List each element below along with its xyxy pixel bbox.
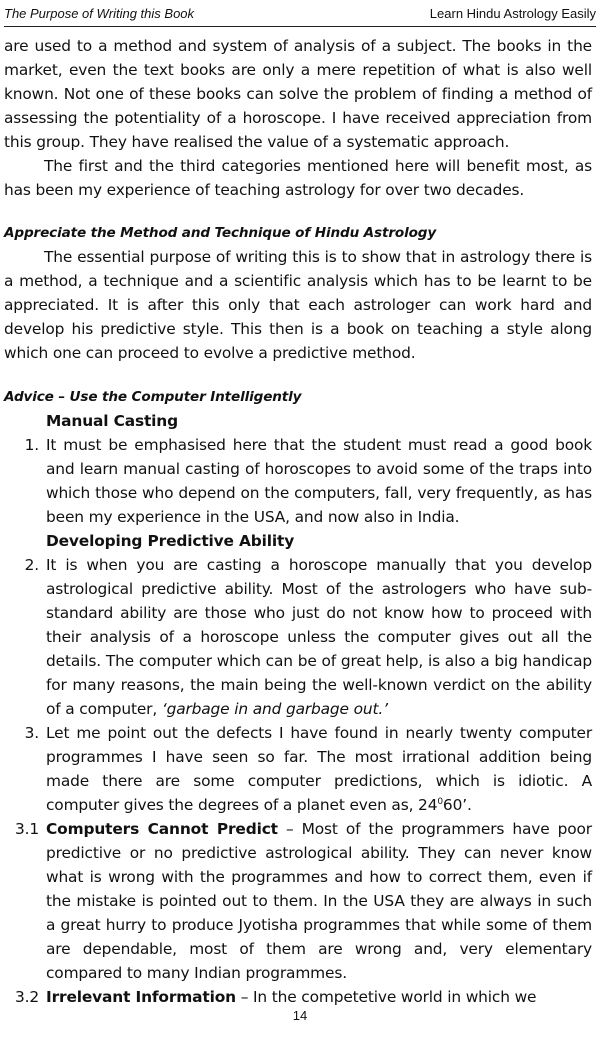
item-number: 1. (24, 436, 39, 454)
subhead-predictive-ability: Developing Predictive Ability (46, 532, 295, 550)
item-number: 2. (24, 556, 39, 574)
subhead-manual-casting: Manual Casting (46, 412, 178, 430)
list-item (4, 817, 592, 985)
item-number: 3.1 (14, 820, 39, 838)
list-item (4, 721, 592, 817)
item-text (46, 553, 592, 721)
item-body: It is when you are casting a horoscope manually that you develop astrological predictive ability. Most of the astrologers who have sub-standard ability are those who just do not know how to proceed with their analysis of a horoscope unless the computer gives out all the details. The computer which can be of great help, is also a big handicap for many reasons, the main being the well-known verdict on the ability of a computer, (46, 556, 592, 718)
book-title: Learn Hindu Astrology Easily (429, 6, 596, 21)
degree-superscript: 0 (437, 796, 443, 807)
item-text (46, 721, 592, 817)
item-text (46, 817, 592, 985)
section-heading-computer: Advice – Use the Computer Intelligently (4, 389, 302, 405)
item-title: Computers Cannot Predict (46, 820, 278, 838)
page-body (4, 34, 592, 1009)
item-body: – Most of the programmers have poor predictive or no predictive astrological ability. They can never know what is wrong with the programmes and how to correct them, even if the mistake is pointed out to them. In the USA they are always in such a great hurry to produce Jyotisha programmes that while some of them are dependable, most of them are wrong and, very elementary compared to many Indian programmes. (46, 820, 592, 982)
section-method-paragraph: The essential purpose of writing this is to show that in astrology there is a method, a technique and a scientific analysis which has to be learnt to be appreciated. It is after this only that each astrologer can work hard and develop his predictive style. This then is a book on teaching a style along which one can proceed to evolve a predictive method. (4, 248, 592, 362)
running-header (4, 4, 596, 27)
item-number: 3.2 (14, 988, 39, 1006)
quote-text: ‘garbage in and garbage out.’ (161, 700, 388, 718)
item-number: 3. (24, 724, 39, 742)
item-body: Let me point out the defects I have found in nearly twenty computer programmes I have seen so far. The most irrational addition being made there are some computer predictions, which is idiotic. A computer gives the degrees of a planet even as, 24 (46, 724, 592, 814)
item-title: Irrelevant Information (46, 988, 236, 1006)
list-item (4, 985, 592, 1009)
item-text (46, 985, 592, 1009)
intro-paragraph-1: are used to a method and system of analysis of a subject. The books in the market, even the text books are only a mere repetition of what is also well known. Not one of these books can solve the problem of finding a method of assessing the potentiality of a horoscope. I have received appreciation from this group. They have realised the value of a systematic approach. (4, 37, 592, 151)
page-number: 14 (292, 1008, 308, 1023)
list-item (4, 433, 592, 529)
item-body: – In the competetive world in which we (240, 988, 537, 1006)
list-item (4, 553, 592, 721)
chapter-title: The Purpose of Writing this Book (4, 6, 195, 21)
item-text: It must be emphasised here that the student must read a good book and learn manual casting of horoscopes to avoid some of the traps into which those who depend on the computers, fall, very frequently, as has been my experience in the USA, and now also in India. (46, 436, 592, 526)
section-heading-method: Appreciate the Method and Technique of Hindu Astrology (4, 225, 437, 241)
intro-paragraph-2: The first and the third categories mentioned here will benefit most, as has been my experience of teaching astrology for over two decades. (4, 157, 592, 199)
item-tail: 60’. (442, 796, 472, 814)
